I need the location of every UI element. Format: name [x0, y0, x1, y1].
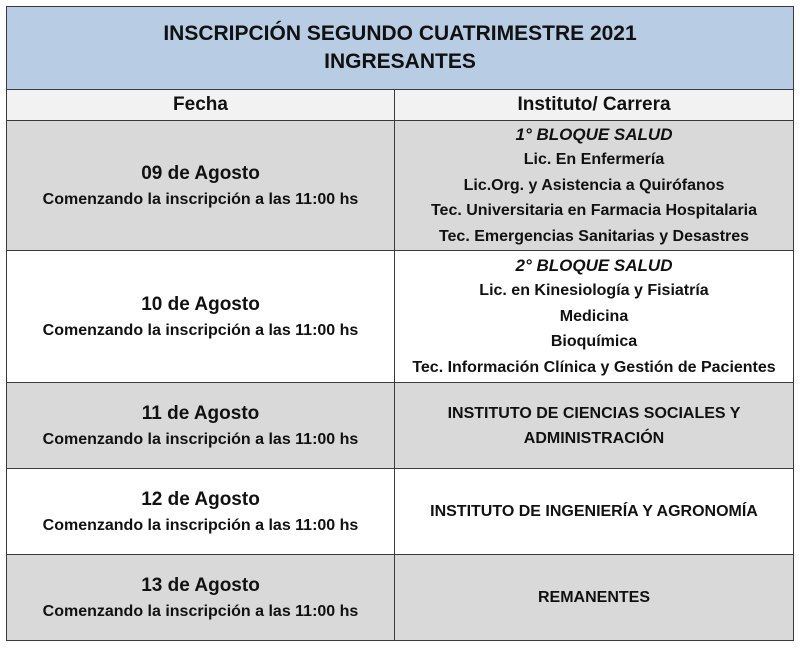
start-time-note: Comenzando la inscripción a las 11:00 hs: [42, 602, 359, 620]
table-row: [7, 555, 794, 641]
header-fecha: Fecha: [7, 90, 395, 121]
date-cell: [7, 121, 395, 251]
career-item: Medicina: [559, 307, 629, 325]
date-text: 10 de Agosto: [141, 293, 260, 315]
career-item: Lic. En Enfermería: [523, 151, 665, 168]
title-line-2: INGRESANTES: [324, 50, 476, 73]
header-row: [7, 90, 794, 121]
institute-name: INSTITUTO DE CIENCIAS SOCIALES Y: [447, 404, 741, 422]
block-title: 1° BLOQUE SALUD: [515, 125, 673, 144]
date-cell: [7, 469, 395, 555]
career-cell: [395, 121, 794, 251]
career-item: Tec. Emergencias Sanitarias y Desastres: [438, 227, 750, 245]
institute-cell: [395, 555, 794, 641]
table-title: [7, 7, 794, 90]
title-line-1: INSCRIPCIÓN SEGUNDO CUATRIMESTRE 2021: [163, 22, 637, 45]
schedule-table: [6, 6, 794, 641]
date-text: 09 de Agosto: [141, 162, 260, 184]
career-item: Lic. en Kinesiología y Fisiatría: [479, 282, 709, 299]
date-cell: [7, 555, 395, 641]
date-cell: [7, 383, 395, 469]
start-time-note: Comenzando la inscripción a las 11:00 hs: [42, 430, 359, 448]
career-item: Tec. Información Clínica y Gestión de Pacientes: [412, 358, 776, 376]
table-row: [7, 121, 794, 251]
institute-name: INSTITUTO DE INGENIERÍA Y AGRONOMÍA: [430, 503, 758, 520]
institute-name: REMANENTES: [537, 589, 650, 606]
career-item: Tec. Universitaria en Farmacia Hospitalaria: [430, 202, 758, 219]
career-item: Bioquímica: [550, 333, 638, 350]
career-cell: [395, 251, 794, 383]
institute-cell: [395, 469, 794, 555]
career-item: Lic.Org. y Asistencia a Quirófanos: [463, 176, 725, 194]
table-row: [7, 251, 794, 383]
enrollment-schedule: [6, 6, 794, 646]
start-time-note: Comenzando la inscripción a las 11:00 hs: [42, 516, 359, 534]
header-instituto: Instituto/ Carrera: [395, 90, 794, 121]
block-title: 2° BLOQUE SALUD: [515, 256, 673, 275]
institute-name: ADMINISTRACIÓN: [523, 429, 665, 447]
title-row: [7, 7, 794, 90]
date-text: 12 de Agosto: [141, 488, 260, 510]
date-text: 13 de Agosto: [141, 574, 260, 596]
start-time-note: Comenzando la inscripción a las 11:00 hs: [42, 321, 359, 339]
table-row: [7, 383, 794, 469]
institute-cell: [395, 383, 794, 469]
start-time-note: Comenzando la inscripción a las 11:00 hs: [42, 190, 359, 208]
date-cell: [7, 251, 395, 383]
date-text: 11 de Agosto: [141, 402, 260, 424]
table-row: [7, 469, 794, 555]
